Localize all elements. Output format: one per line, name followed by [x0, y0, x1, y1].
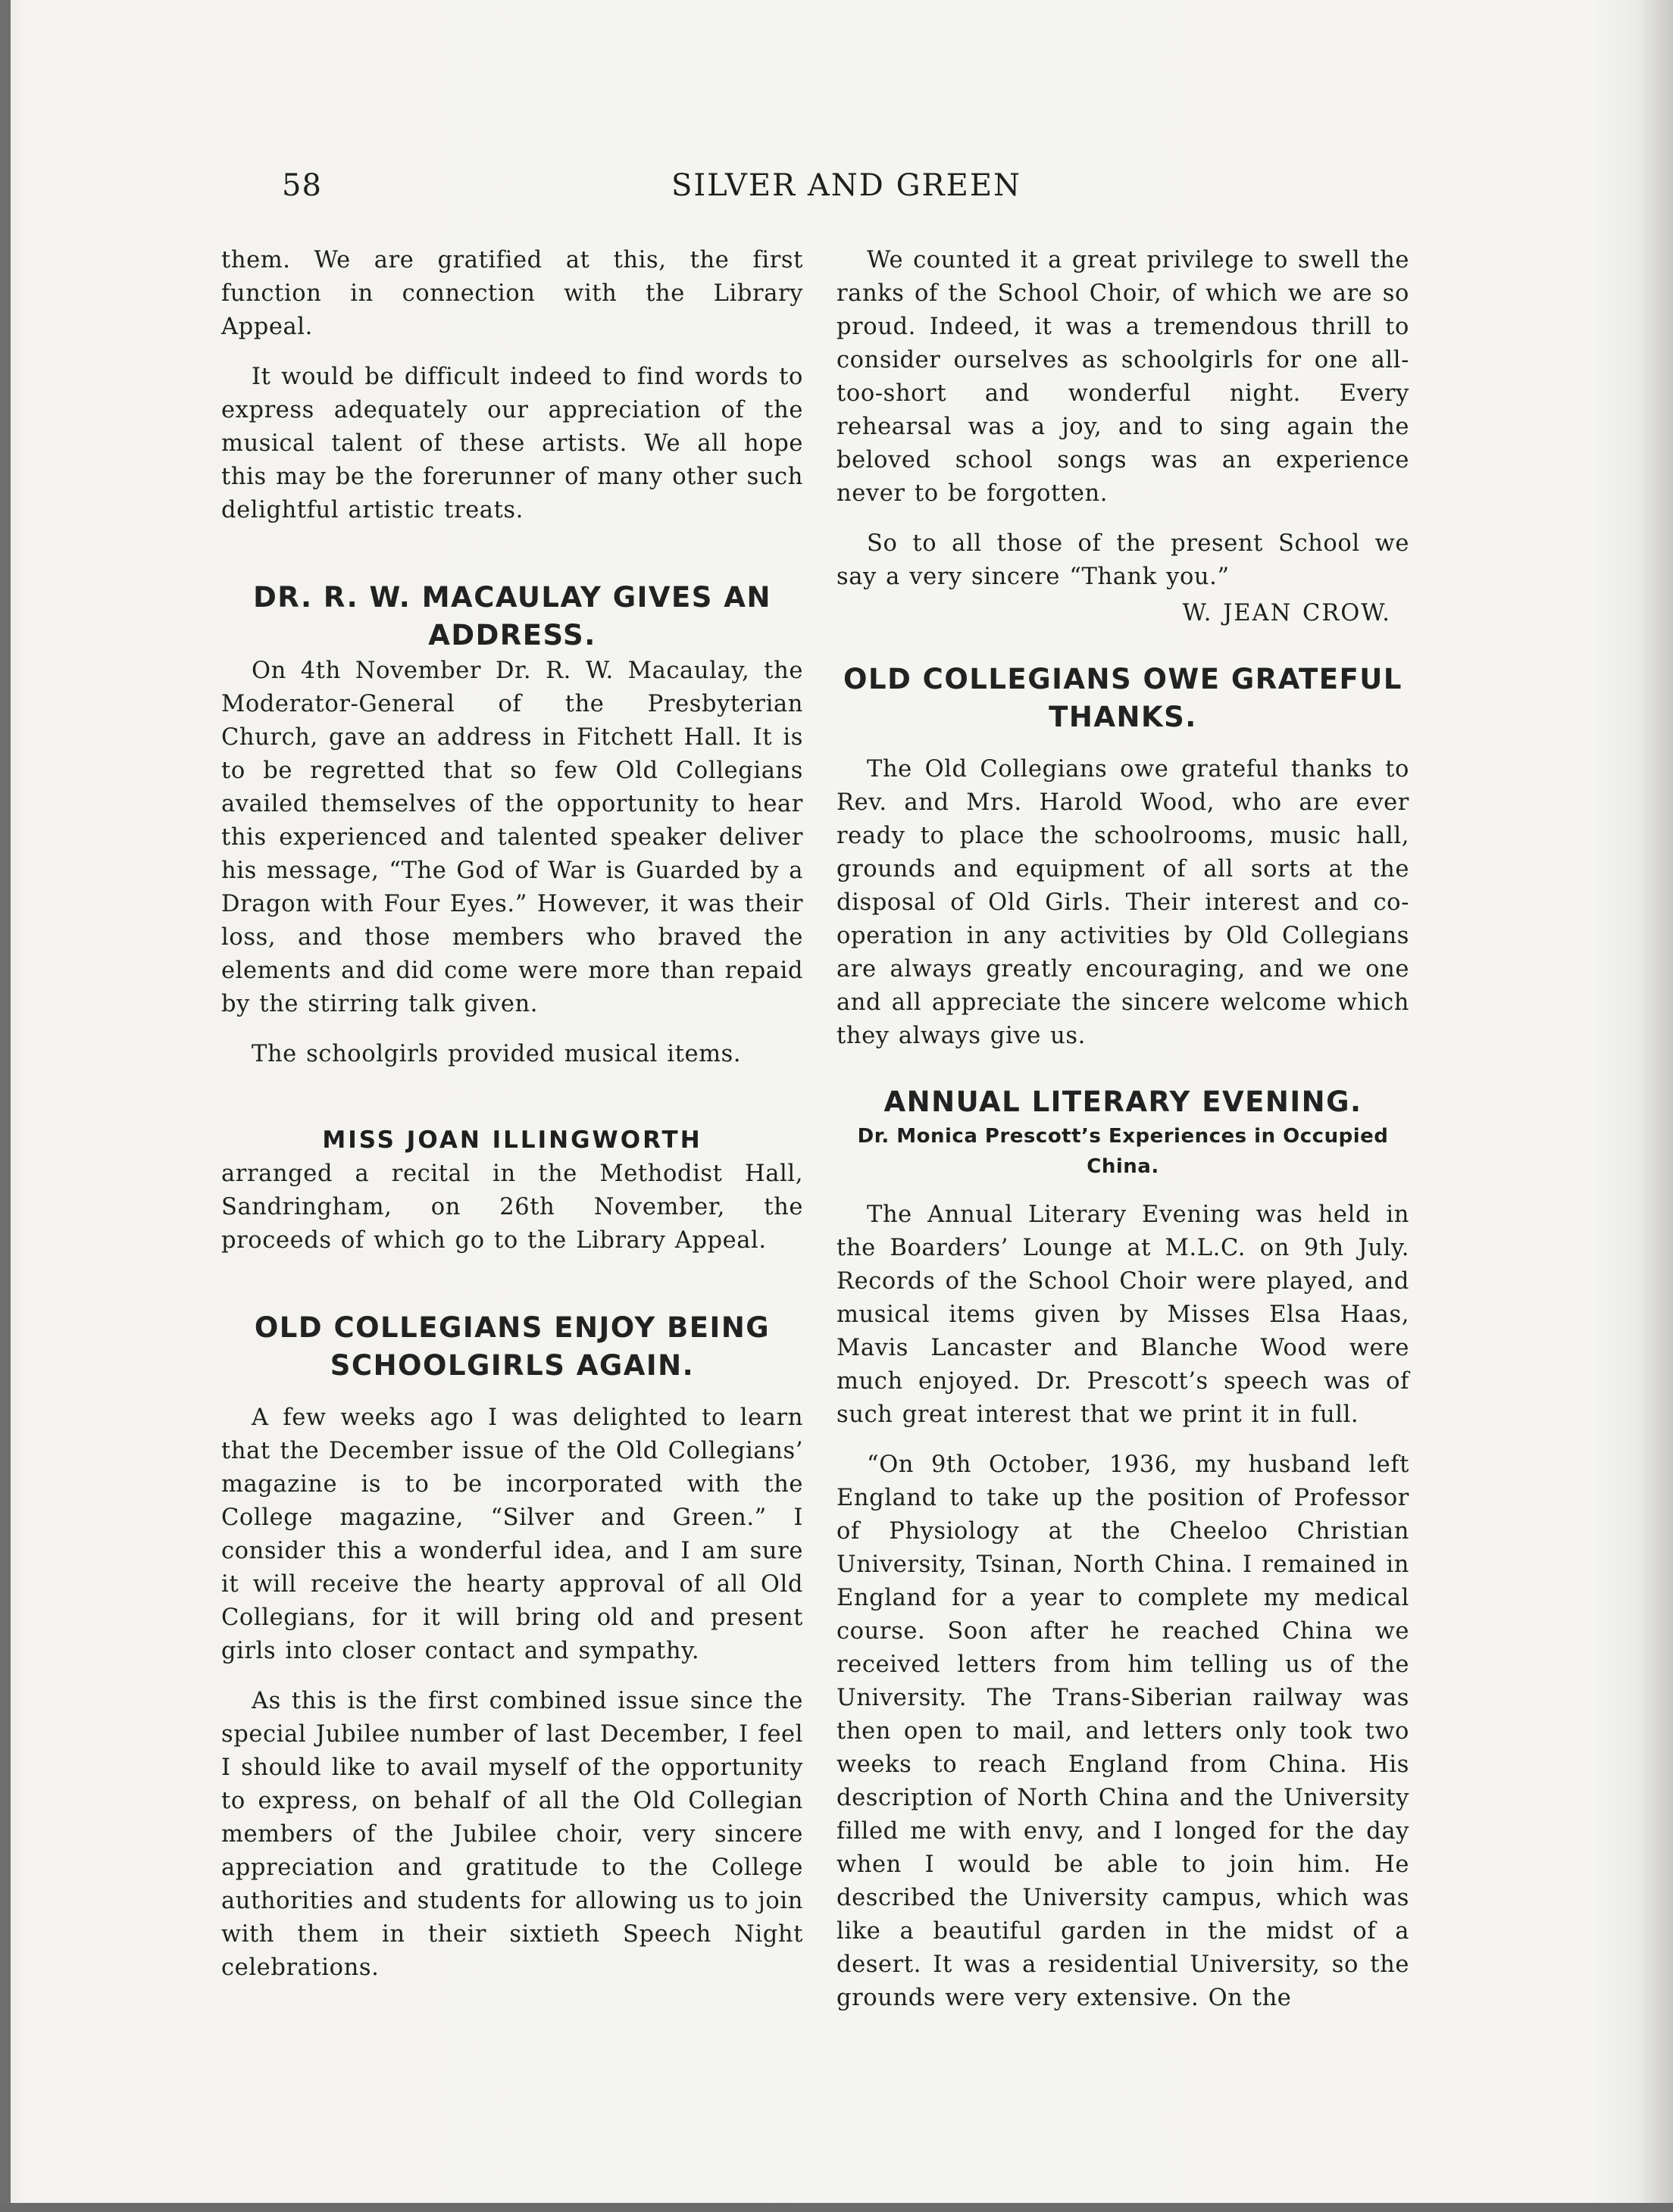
page-header: [282, 168, 1411, 214]
grateful-paragraph: The Old Collegians owe grateful thanks to Rev. and Mrs. Harold Wood, who are ever ready to place the schoolrooms, music hall, grounds and equipment of all sorts at the disposal of Old Girls. Their interest and co-operation in any activities by Old Collegians are always greatly encouraging, and we one and all appreciate the sincere welcome which they always give us.: [836, 756, 1409, 1049]
macaulay-paragraph-1: On 4th November Dr. R. W. Macaulay, the Moderator-General of the Presbyterian Church, gave an address in Fitchett Hall. It is to be regretted that so few Old Collegians availed themselves of the opportunity to hear this experienced and talented speaker deliver his message, “The God of War is Guarded by a Dragon with Four Eyes.” However, it was their loss, and those members who braved the elements and did come were more than repaid by the stirring talk given.: [221, 658, 803, 1017]
intro-paragraph-2: It would be difficult indeed to find words to express adequately our appreciation of the musical talent of these artists. We all hope this may be the forerunner of many other such delightful artistic treats.: [221, 364, 803, 523]
right-column: [836, 244, 1409, 2015]
illingworth-article: [221, 1123, 803, 1258]
illingworth-heading: MISS JOAN ILLINGWORTH: [322, 1126, 702, 1154]
scan-bottom-edge: [0, 2203, 1673, 2212]
choir-paragraph-2: So to all those of the present School we say a very sincere “Thank you.”: [836, 530, 1409, 590]
literary-heading: ANNUAL LITERARY EVENING.: [883, 1086, 1362, 1118]
running-title: SILVER AND GREEN: [671, 168, 1022, 203]
literary-paragraph-2: “On 9th October, 1936, my husband left England to take up the position of Professor of Physiology at the Cheeloo Christian University, Tsinan, North China. I remained in England for a year to complete my medical course. Soon after he reached China we received letters from him telling us of the University. The Trans-Siberian railway was then open to mail, and letters only took two weeks to reach England from China. His description of North China and the University filled me with envy, and I longed for the day when I would be able to join him. He described the University campus, which was like a beautiful garden in the midst of a desert. It was a residential University, so the grounds were very extensive. On the: [836, 1451, 1409, 2011]
enjoy-heading: OLD COLLEGIANS ENJOY BEING SCHOOLGIRLS AGAIN.: [254, 1311, 771, 1382]
choir-paragraph-1: We counted it a great privilege to swell the ranks of the School Choir, of which we are so proud. Indeed, it was a tremendous thrill to consider ourselves as schoolgirls for one all-too-short and wonderful night. Every rehearsal was a joy, and to sing again the beloved school songs was an experience never to be forgotten.: [836, 247, 1409, 507]
illingworth-paragraph: arranged a recital in the Methodist Hall, Sandringham, on 26th November, the proceeds of which go to the Library Appeal.: [221, 1161, 803, 1254]
literary-article: [836, 1083, 1409, 2015]
intro-paragraph-1: them. We are gratified at this, the first function in connection with the Library Appeal.: [221, 247, 803, 340]
macaulay-article: [221, 579, 803, 1071]
scan-left-edge: [0, 0, 11, 2212]
signature: W. JEAN CROW.: [1182, 600, 1391, 626]
grateful-article: [836, 661, 1409, 1053]
macaulay-heading: DR. R. W. MACAULAY GIVES AN ADDRESS.: [253, 581, 771, 651]
left-column: [221, 244, 803, 1985]
enjoy-article: [221, 1309, 803, 1985]
grateful-heading: OLD COLLEGIANS OWE GRATEFUL THANKS.: [843, 663, 1403, 733]
enjoy-paragraph-1: A few weeks ago I was delighted to learn that the December issue of the Old Collegians’ magazine is to be incorporated with the College magazine, “Silver and Green.” I consider this a wonderful idea, and I am sure it will receive the hearty approval of all Old Collegians, for it will bring old and present girls into closer contact and sympathy.: [221, 1404, 803, 1664]
macaulay-paragraph-2: The schoolgirls provided musical items.: [252, 1041, 742, 1067]
scan-right-edge: [1643, 0, 1673, 2212]
literary-paragraph-1: The Annual Literary Evening was held in the Boarders’ Lounge at M.L.C. on 9th July. Records of the School Choir were played, and musical items given by Misses Elsa Haas, Mavis Lancaster and Blanche Wood were much enjoyed. Dr. Prescott’s speech was of such great interest that we print it in full.: [836, 1201, 1409, 1428]
enjoy-paragraph-2: As this is the first combined issue since the special Jubilee number of last December, I feel I should like to avail myself of the opportunity to express, on behalf of all the Old Collegian members of the Jubilee choir, very sincere appreciation and gratitude to the College authorities and students for allowing us to join with them in their sixtieth Speech Night celebrations.: [221, 1688, 803, 1981]
literary-subheading: Dr. Monica Prescott’s Experiences in Occupied China.: [857, 1125, 1389, 1178]
page-number: 58: [282, 168, 322, 203]
